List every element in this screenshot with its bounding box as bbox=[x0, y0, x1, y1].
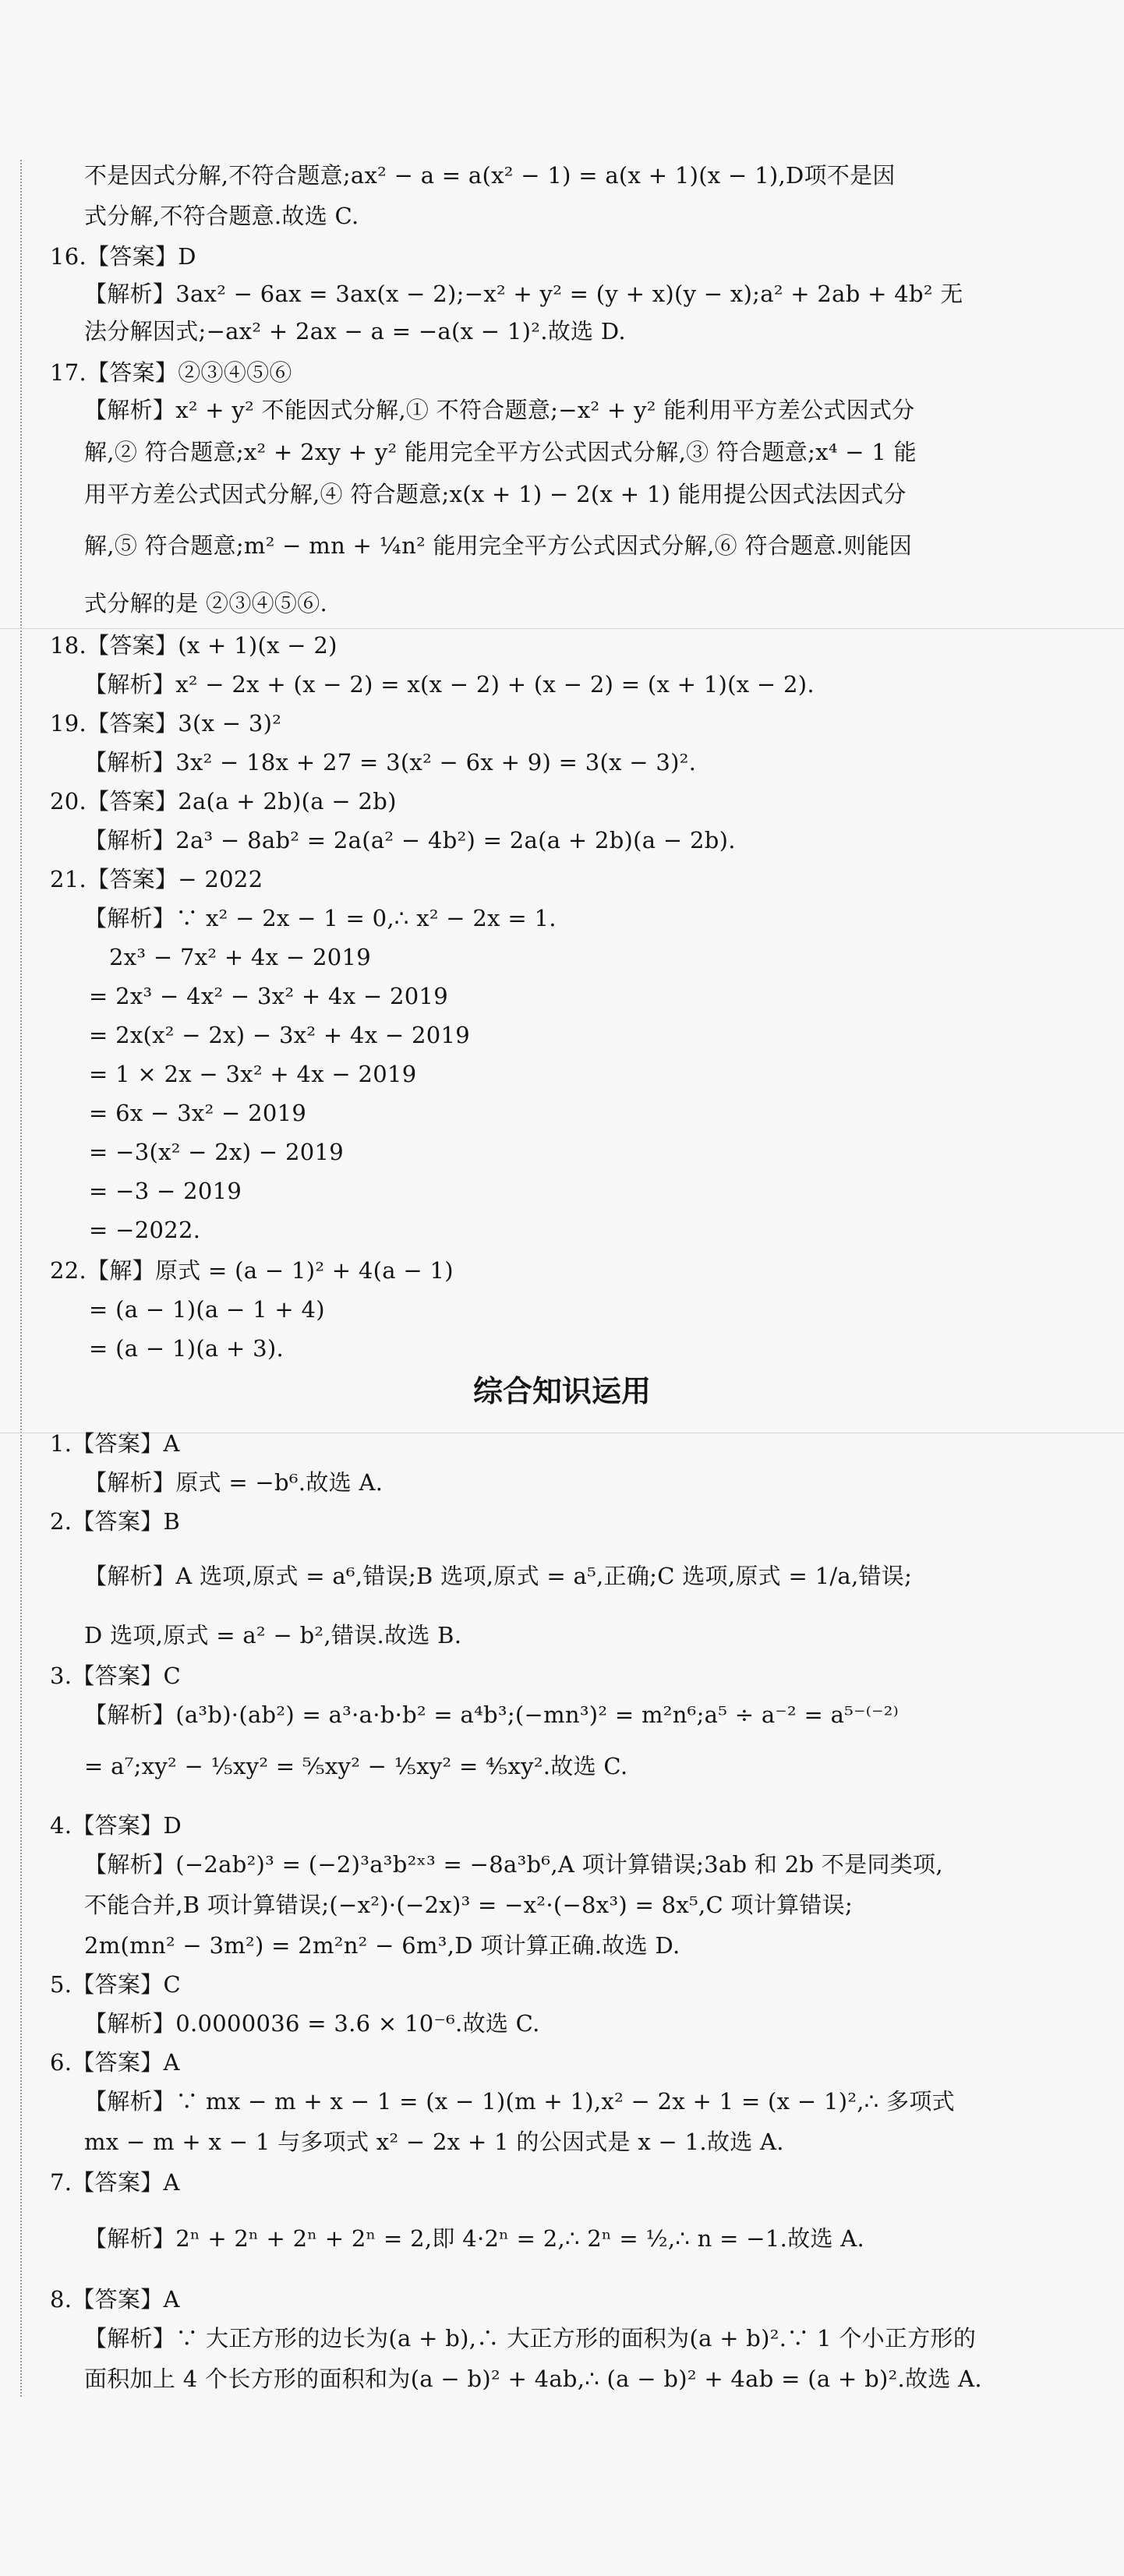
text-line: 【解析】3ax² − 6ax = 3ax(x − 2);−x² + y² = (y + x)(y − x);a² + 2ab + 4b² 无 bbox=[84, 281, 963, 307]
text-line: 7.【答案】A bbox=[50, 2169, 180, 2196]
text-line: 2x³ − 7x² + 4x − 2019 bbox=[109, 944, 371, 970]
text-line: 解,② 符合题意;x² + 2xy + y² 能用完全平方公式因式分解,③ 符合题意;x⁴ − 1 能 bbox=[84, 439, 917, 465]
text-line: 【解析】x² − 2x + (x − 2) = x(x − 2) + (x − 2) = (x + 1)(x − 2). bbox=[84, 671, 815, 698]
text-line: 8.【答案】A bbox=[50, 2286, 180, 2313]
text-line: D 选项,原式 = a² − b²,错误.故选 B. bbox=[84, 1622, 462, 1648]
text-line: 面积加上 4 个长方形的面积和为(a − b)² + 4ab,∴ (a − b)² + 4ab = (a + b)².故选 A. bbox=[84, 2366, 982, 2392]
text-line: = 2x(x² − 2x) − 3x² + 4x − 2019 bbox=[89, 1022, 471, 1048]
text-line: 19.【答案】3(x − 3)² bbox=[50, 710, 282, 737]
left-margin-rule bbox=[20, 160, 22, 2397]
text-line: = −3(x² − 2x) − 2019 bbox=[89, 1139, 344, 1165]
text-line: 不能合并,B 项计算错误;(−x²)·(−2x)³ = −x²·(−8x³) = 8x⁵,C 项计算错误; bbox=[84, 1892, 854, 1918]
text-line: 式分解,不符合题意.故选 C. bbox=[84, 203, 359, 229]
text-line: 2.【答案】B bbox=[50, 1508, 181, 1535]
text-line: = (a − 1)(a + 3). bbox=[89, 1335, 285, 1362]
text-line: 20.【答案】2a(a + 2b)(a − 2b) bbox=[50, 788, 397, 814]
text-line: mx − m + x − 1 与多项式 x² − 2x + 1 的公因式是 x − 1.故选 A. bbox=[84, 2129, 784, 2155]
scan-seam-line bbox=[0, 628, 1124, 629]
text-line: 【解析】(−2ab²)³ = (−2)³a³b²ˣ³ = −8a³b⁶,A 项计算错误;3ab 和 2b 不是同类项, bbox=[84, 1851, 943, 1878]
text-line: 18.【答案】(x + 1)(x − 2) bbox=[50, 632, 338, 659]
text-line: = (a − 1)(a − 1 + 4) bbox=[89, 1296, 325, 1323]
text-line: 4.【答案】D bbox=[50, 1812, 182, 1839]
text-line: 3.【答案】C bbox=[50, 1663, 181, 1689]
text-line: = a⁷;xy² − ⅕xy² = ⁵⁄₅xy² − ⅕xy² = ⅘xy².故选 C. bbox=[84, 1753, 628, 1779]
text-line: 5.【答案】C bbox=[50, 1971, 181, 1998]
text-line: = 6x − 3x² − 2019 bbox=[89, 1100, 307, 1126]
text-line: 【解析】2ⁿ + 2ⁿ + 2ⁿ + 2ⁿ = 2,即 4·2ⁿ = 2,∴ 2ⁿ = ½,∴ n = −1.故选 A. bbox=[84, 2225, 865, 2252]
text-line: 【解析】3x² − 18x + 27 = 3(x² − 6x + 9) = 3(x − 3)². bbox=[84, 749, 697, 776]
text-line: 1.【答案】A bbox=[50, 1430, 180, 1457]
text-line: 6.【答案】A bbox=[50, 2049, 180, 2076]
text-line: 【解析】(a³b)·(ab²) = a³·a·b·b² = a⁴b³;(−mn³)² = m²n⁶;a⁵ ÷ a⁻² = a⁵⁻⁽⁻²⁾ bbox=[84, 1701, 900, 1728]
text-line: 【解析】A 选项,原式 = a⁶,错误;B 选项,原式 = a⁵,正确;C 选项,原式 = 1/a,错误; bbox=[84, 1563, 913, 1589]
text-line: 法分解因式;−ax² + 2ax − a = −a(x − 1)².故选 D. bbox=[84, 318, 626, 345]
text-line: = −2022. bbox=[89, 1217, 201, 1243]
text-line: 22.【解】原式 = (a − 1)² + 4(a − 1) bbox=[50, 1257, 454, 1284]
text-line: 【解析】∵ x² − 2x − 1 = 0,∴ x² − 2x = 1. bbox=[84, 905, 557, 931]
text-line: 用平方差公式因式分解,④ 符合题意;x(x + 1) − 2(x + 1) 能用提公因式法因式分 bbox=[84, 481, 907, 507]
text-line: = −3 − 2019 bbox=[89, 1178, 242, 1204]
text-line: 【解析】原式 = −b⁶.故选 A. bbox=[84, 1469, 384, 1496]
text-line: 【解析】x² + y² 不能因式分解,① 不符合题意;−x² + y² 能利用平方差公式因式分 bbox=[84, 397, 915, 423]
text-line: 【解析】∵ 大正方形的边长为(a + b),∴ 大正方形的面积为(a + b)².∵ 1 个小正方形的 bbox=[84, 2325, 977, 2352]
text-line: 16.【答案】D bbox=[50, 243, 196, 270]
text-line: 21.【答案】− 2022 bbox=[50, 866, 263, 892]
text-line: = 1 × 2x − 3x² + 4x − 2019 bbox=[89, 1061, 417, 1087]
text-line: 不是因式分解,不符合题意;ax² − a = a(x² − 1) = a(x + 1)(x − 1),D项不是因 bbox=[84, 162, 896, 189]
text-line: 【解析】0.0000036 = 3.6 × 10⁻⁶.故选 C. bbox=[84, 2010, 540, 2037]
text-line: 解,⑤ 符合题意;m² − mn + ¼n² 能用完全平方公式因式分解,⑥ 符合题意.则能因 bbox=[84, 532, 913, 559]
text-line: 17.【答案】②③④⑤⑥ bbox=[50, 359, 292, 386]
text-line: 【解析】∵ mx − m + x − 1 = (x − 1)(m + 1),x² − 2x + 1 = (x − 1)²,∴ 多项式 bbox=[84, 2088, 955, 2115]
text-line: 【解析】2a³ − 8ab² = 2a(a² − 4b²) = 2a(a + 2b)(a − 2b). bbox=[84, 827, 736, 853]
section-heading: 综合知识运用 bbox=[472, 1374, 651, 1408]
text-line: 2m(mn² − 3m²) = 2m²n² − 6m³,D 项计算正确.故选 D. bbox=[84, 1932, 680, 1959]
text-line: 式分解的是 ②③④⑤⑥. bbox=[84, 590, 328, 617]
text-line: = 2x³ − 4x² − 3x² + 4x − 2019 bbox=[89, 983, 449, 1009]
